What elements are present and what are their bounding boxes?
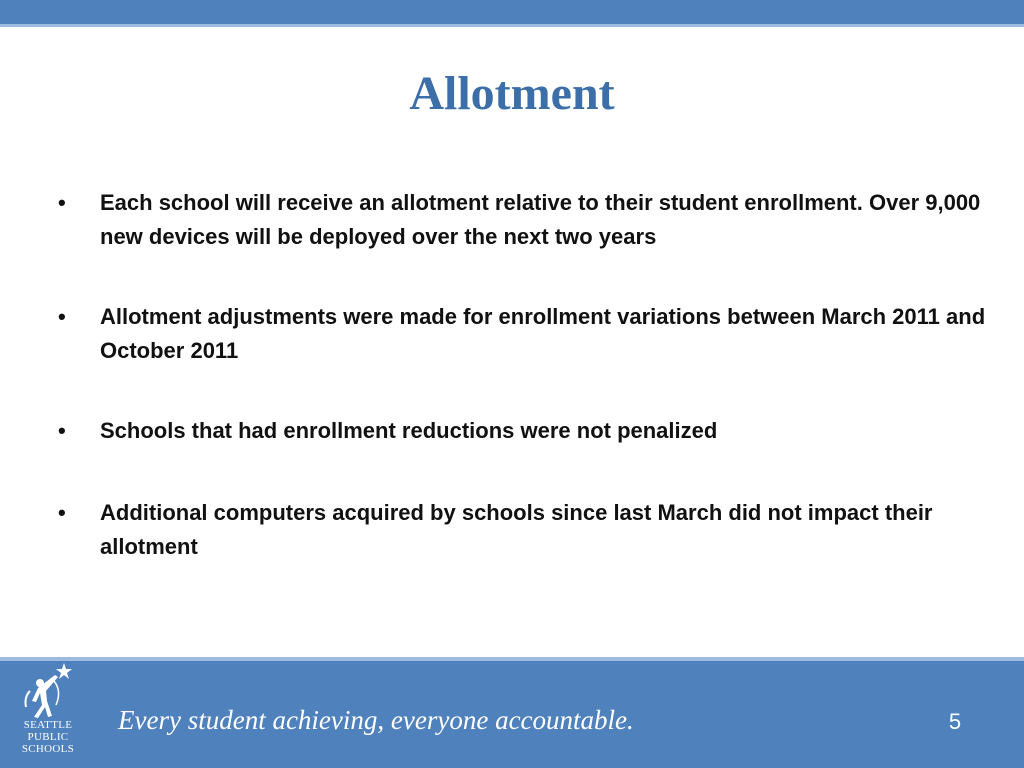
- star-figure-icon: [18, 661, 78, 721]
- bullet-text: Schools that had enrollment reductions were not penalized: [100, 418, 718, 443]
- logo-wordmark: SEATTLE PUBLIC SCHOOLS: [21, 719, 75, 755]
- footer-tagline: Every student achieving, everyone accountable.: [118, 705, 634, 735]
- bullet-dot-icon: •: [58, 190, 66, 215]
- slide-title: Allotment: [409, 67, 615, 120]
- bullet-item: [58, 414, 988, 448]
- bullet-dot-icon: •: [58, 304, 66, 329]
- bullet-text: Each school will receive an allotment relative to their student enrollment. Over 9,000 new devices will be deployed over the next two years: [100, 190, 981, 249]
- bullet-text: Allotment adjustments were made for enrollment variations between March 2011 and October 2011: [100, 304, 986, 363]
- bullet-list: [58, 186, 988, 564]
- header-divider: [0, 24, 1024, 27]
- bullet-dot-icon: •: [58, 500, 66, 525]
- seattle-public-schools-logo: [18, 661, 78, 768]
- bullet-text: Additional computers acquired by schools since last March did not impact their allotment: [100, 500, 933, 559]
- footer-bar: [0, 661, 1024, 768]
- bullet-item: [58, 300, 988, 368]
- bullet-dot-icon: •: [58, 418, 66, 443]
- page-number: 5: [948, 709, 962, 734]
- bullet-item: [58, 186, 988, 254]
- header-bar: [0, 0, 1024, 24]
- bullet-item: [58, 496, 988, 564]
